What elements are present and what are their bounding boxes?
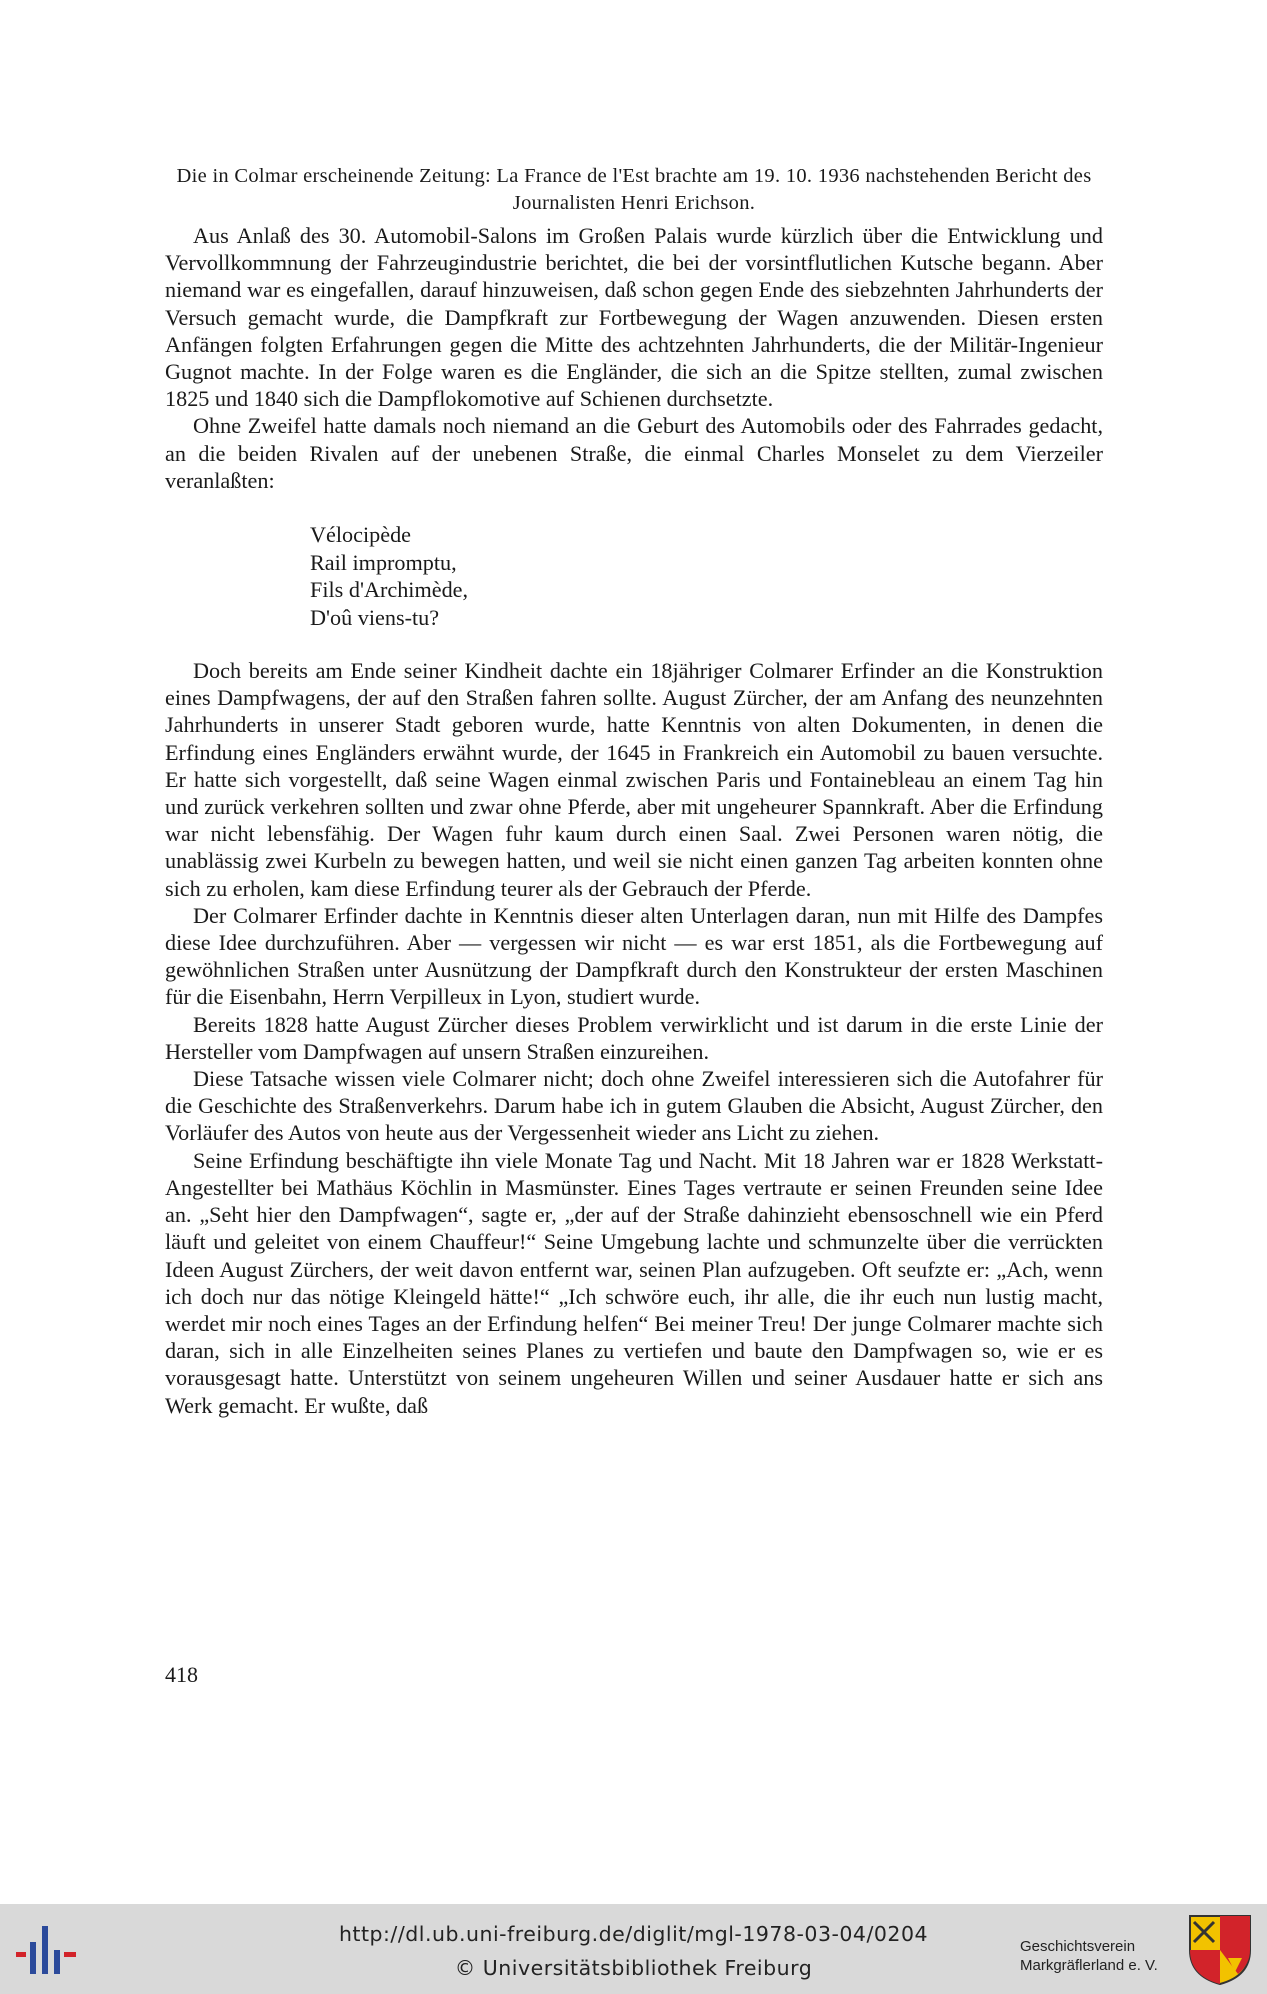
poem-line: D'oû viens-tu?: [310, 604, 440, 630]
paragraph: Aus Anlaß des 30. Automobil-Salons im Großen Palais wurde kürzlich über die Entwicklung und Vervollkommnung der Fahrzeugindustrie berichtet, die bei der vorsintflutlichen Kutsche begann. Aber niemand war es eingefallen, darauf hinzuweisen, daß schon gegen Ende des siebzehnten Jahrhunderts der Versuch gemacht wurde, die Dampfkraft zur Fortbewegung der Wagen anzuwenden. Diesen ersten Anfängen folgten Erfahrungen gegen die Mitte des achtzehnten Jahrhunderts, die der Militär-Ingenieur Gugnot machte. In der Folge waren es die Engländer, die sich an die Spitze stellten, zumal zwischen 1825 und 1840 sich die Dampflokomotive auf Schienen durchsetzte.: [165, 223, 1103, 412]
article-body: [165, 222, 1103, 1419]
poem-line: Rail impromptu,: [310, 549, 457, 575]
paragraph: Doch bereits am Ende seiner Kindheit dachte ein 18jähriger Colmarer Erfinder an die Konstruktion eines Dampfwagens, der auf den Straßen fahren sollte. August Zürcher, der am Anfang des neunzehnten Jahrhunderts in unserer Stadt geboren wurde, hatte Kenntnis von alten Dokumenten, in denen die Erfindung eines Engländers erwähnt wurde, der 1645 in Frankreich ein Automobil zu bauen versuchte. Er hatte sich vorgestellt, daß seine Wagen einmal zwischen Paris und Fontainebleau an einem Tag hin und zurück verkehren sollten und zwar ohne Pferde, aber mit ungeheurer Spannkraft. Aber die Erfindung war nicht lebensfähig. Der Wagen fuhr kaum durch einen Saal. Zwei Personen waren nötig, die unablässig zwei Kurbeln zu bewegen hatten, und weil sie nicht einen ganzen Tag arbeiten konnten ohne sich zu erholen, kam diese Erfindung teurer als der Gebrauch der Pferde.: [165, 658, 1103, 901]
paragraph: Diese Tatsache wissen viele Colmarer nicht; doch ohne Zweifel interessieren sich die Autofahrer für die Geschichte des Straßenverkehrs. Darum habe ich in gutem Glauben die Absicht, August Zürcher, den Vorläufer des Autos von heute aus der Vergessenheit wieder ans Licht zu ziehen.: [165, 1066, 1103, 1146]
paragraph: Der Colmarer Erfinder dachte in Kenntnis dieser alten Unterlagen daran, nun mit Hilfe des Dampfes diese Idee durchzuführen. Aber — vergessen wir nicht — es war erst 1851, als die Fortbewegung auf gewöhnlichen Straßen unter Ausnützung der Dampfkraft durch den Konstrukteur der ersten Maschinen für die Eisenbahn, Herrn Verpilleux in Lyon, studiert wurde.: [165, 902, 1103, 1010]
permalink-url[interactable]: http://dl.ub.uni-freiburg.de/diglit/mgl-1978-03-04/0204: [338, 1922, 929, 1946]
poem-line: Fils d'Archimède,: [310, 577, 469, 603]
paragraph: Ohne Zweifel hatte damals noch niemand an die Geburt des Automobils oder des Fahrrades gedacht, an die beiden Rivalen auf der unebenen Straße, die einmal Charles Monselet zu dem Vierzeiler veranlaßten:: [165, 413, 1103, 493]
society-name: [1020, 1937, 1158, 1975]
paragraph: Bereits 1828 hatte August Zürcher dieses Problem verwirklicht und ist darum in die erste Linie der Hersteller vom Dampfwagen auf unsern Straßen einzureihen.: [165, 1011, 1103, 1064]
paragraph: Seine Erfindung beschäftigte ihn viele Monate Tag und Nacht. Mit 18 Jahren war er 1828 Werkstatt-Angestellter bei Mathäus Köchlin in Masmünster. Eines Tages vertraute er seinen Freunden seine Idee an. „Seht hier den Dampfwagen“, sagte er, „der auf der Straße dahinzieht ebensoschnell wie ein Pferd läuft und geleitet von einem Chauffeur!“ Seine Umgebung lachte und schmunzelte über die verrückten Ideen August Zürchers, der weit davon entfernt war, seinen Plan aufzugeben. Oft seufzte er: „Ach, wenn ich doch nur das nötige Kleingeld hätte!“ „Ich schwöre euch, ihr alle, die ihr euch nun lustig macht, werdet mir noch eines Tages an der Erfindung helfen“ Bei meiner Treu! Der junge Colmarer machte sich daran, sich in alle Einzelheiten seines Planes zu vertiefen und baute den Dampfwagen so, wie er es vorausgesagt hatte. Unterstützt von seinem ungeheuren Willen und seiner Ausdauer hatte er sich ans Werk gemacht. Er wußte, daß: [165, 1147, 1103, 1418]
intro-note: Die in Colmar erscheinende Zeitung: La France de l'Est brachte am 19. 10. 1936 nachstehenden Bericht des Journalisten Henri Erichson.: [176, 165, 1092, 214]
poem-line: Vélocipède: [310, 522, 412, 548]
poem: [310, 521, 1103, 631]
copyright-notice: © Universitätsbibliothek Freiburg: [454, 1956, 813, 1980]
society-line: Geschichtsverein: [1020, 1938, 1136, 1955]
society-line: Markgräflerland e. V.: [1020, 1957, 1158, 1974]
coat-of-arms-icon: [1188, 1914, 1252, 1986]
page-number: 418: [165, 1662, 198, 1687]
footer-bar: [0, 1904, 1267, 1994]
